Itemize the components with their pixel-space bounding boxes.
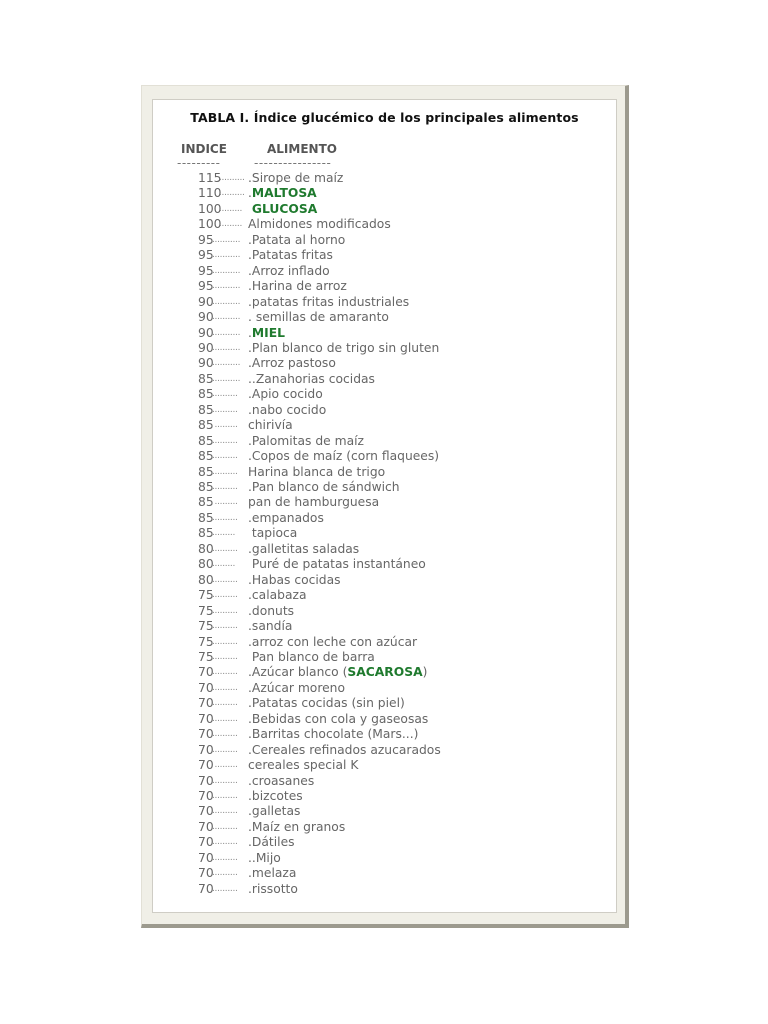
food-name-text: . [248,186,252,201]
glycemic-index-value: 80 [198,572,214,587]
food-name-text: .Habas cocidas [248,572,341,587]
glycemic-index-value: 85 [198,402,214,417]
food-name [248,696,405,711]
dot-leader: .......... [212,837,238,848]
dot-leader: ......... [219,203,243,214]
food-name [248,356,336,371]
food-name-text: .Azúcar blanco ( [248,665,348,680]
glycemic-index-value: 70 [198,819,214,834]
food-name-text: .Copos de maíz (corn flaquees) [248,449,440,464]
food-name-text: .Arroz pastoso [248,356,336,371]
food-name [248,542,359,557]
food-name-text: .arroz con leche con azúcar [248,634,418,649]
dot-leader: .......... [212,883,238,894]
food-name [248,434,364,449]
glycemic-index-value: 70 [198,665,214,680]
dot-leader: .......... [212,791,238,801]
glycemic-index-value: 70 [198,881,214,896]
glycemic-index-value: 75 [198,649,214,664]
glycemic-index-value: 75 [198,603,214,618]
food-name-text: .Barritas chocolate (Mars...) [248,727,419,742]
dot-leader: .......... [212,404,238,415]
food-name-text: .Palomitas de maíz [248,433,364,448]
food-name-text: .melaza [248,866,297,881]
food-name-text: .croasanes [248,773,315,788]
glycemic-index-value: 90 [198,310,214,325]
food-name [248,820,345,835]
food-name-text: .Patatas cocidas (sin piel) [248,696,405,711]
dot-leader: .......... [212,806,238,817]
food-name-text: .Maíz en granos [248,819,346,834]
dot-leader: .......... [212,744,238,755]
food-name-text: .rissotto [248,881,298,896]
food-name-text: .empanados [248,510,324,525]
glycemic-index-value: 80 [198,557,214,572]
dot-leader: ........... [212,250,241,261]
dot-leader: .......... [212,451,238,462]
dot-leader: ........... [212,296,241,307]
food-name [248,279,347,294]
food-name [248,480,400,495]
header-food: ALIMENTO [267,142,337,156]
glycemic-index-value: 70 [198,696,214,711]
food-name [248,774,314,789]
glycemic-index-value: 100 [198,217,222,232]
glycemic-index-value: 85 [198,449,214,464]
glycemic-index-value: 95 [198,248,214,263]
dot-leader: .......... [212,605,238,616]
food-name [248,573,341,588]
glycemic-index-value: 115 [198,171,222,185]
highlighted-sugar-name: SACAROSA [347,665,423,680]
dot-leader: .......... [212,775,238,786]
food-name-text: .Patata al horno [248,232,346,247]
glycemic-index-value: 90 [198,356,214,371]
food-name [248,882,298,897]
glycemic-index-value: 85 [198,464,214,479]
dot-leader: ......... [212,559,236,570]
food-name-text: .Cereales refinados azucarados [248,742,441,757]
food-name [248,758,358,773]
food-name-text: .Plan blanco de trigo sin gluten [248,340,440,355]
food-name-text: .galletas [248,804,301,819]
food-name [248,341,439,356]
food-name-text: .bizcotes [248,789,303,803]
food-name [248,619,292,634]
dot-leader: ......... [212,760,238,771]
food-name-text: ..Zanahorias cocidas [248,371,375,386]
food-name-text: . [248,325,252,340]
glycemic-index-value: 70 [198,804,214,819]
dot-leader: .......... [212,698,238,709]
food-name [248,387,323,402]
food-name [248,326,285,341]
food-name-suffix: ) [422,665,428,680]
food-name-text: .calabaza [248,588,307,603]
glycemic-index-value: 90 [198,340,214,355]
glycemic-index-value: 70 [198,680,214,695]
food-name-text: .Azúcar moreno [248,680,345,695]
dot-leader: .......... [212,682,238,693]
glycemic-index-value: 70 [198,727,214,742]
dot-leader: .......... [212,852,238,863]
glycemic-index-value: 75 [198,588,214,603]
food-name-text: Puré de patatas instantáneo [248,557,426,572]
food-name [248,295,409,310]
food-name-text: ..Mijo [248,850,281,865]
food-name-text: cereales special K [248,758,359,773]
dot-leader: .......... [212,621,238,632]
dot-leader: .......... [212,821,238,832]
dot-leader: .......... [212,667,238,678]
food-name-text: .Pan blanco de sándwich [248,480,400,494]
glycemic-index-value: 95 [198,232,214,247]
glycemic-index-value: 110 [198,186,222,201]
food-name [248,804,300,819]
food-name [248,851,281,866]
dot-leader: .......... [212,435,238,446]
dot-leader: .......... [212,868,238,879]
food-name [248,465,385,480]
food-name [248,217,391,232]
food-name-text: Pan blanco de barra [248,649,375,664]
glycemic-index-value: 85 [198,433,214,448]
dot-leader: ........... [212,234,241,245]
dot-leader: .......... [212,389,238,400]
dot-leader: ........... [212,373,241,384]
food-name [248,635,417,650]
dot-leader: ........... [212,358,241,369]
glycemic-index-value: 70 [198,711,214,726]
food-name [248,743,441,758]
food-name [248,418,293,433]
food-name-text: .Patatas fritas [248,248,333,263]
dot-leader: .......... [212,651,238,662]
table-panel [152,99,617,913]
header-index: INDICE [181,142,227,156]
food-name [248,511,324,526]
glycemic-index-value: 70 [198,789,214,803]
food-name [248,372,375,387]
dot-leader: .......... [212,636,238,647]
dot-leader: .......... [212,512,238,523]
glycemic-index-value: 85 [198,526,214,541]
dot-leader: .......... [219,188,245,199]
food-name [248,681,345,696]
food-name-text: .nabo cocido [248,402,327,417]
dot-leader: .......... [219,173,245,183]
glycemic-index-value: 95 [198,263,214,278]
highlighted-sugar-name: GLUCOSA [251,201,318,216]
glycemic-index-value: 85 [198,371,214,386]
glycemic-index-value: 75 [198,619,214,634]
food-name [248,171,343,186]
glycemic-index-value: 70 [198,758,214,773]
dot-leader: .......... [212,574,238,585]
food-name-text: .patatas fritas industriales [248,294,410,309]
glycemic-index-value: 85 [198,387,214,402]
food-name [248,264,330,279]
food-name-text: . semillas de amaranto [248,310,389,325]
food-name [248,866,296,881]
dot-leader: ......... [212,528,236,539]
food-name-text: .galletitas saladas [248,541,360,556]
food-name [248,727,418,742]
food-name [248,712,428,727]
glycemic-index-value: 90 [198,294,214,309]
dot-leader: ......... [212,420,238,431]
glycemic-index-value: 85 [198,495,214,510]
food-name [248,495,379,510]
food-name-text: chirivía [248,418,293,433]
glycemic-index-value: 70 [198,773,214,788]
glycemic-index-value: 85 [198,510,214,525]
food-name [248,186,317,201]
food-name-text: Harina blanca de trigo [248,464,386,479]
table-frame [141,85,629,928]
dot-leader: .......... [212,590,238,601]
food-name [248,604,294,619]
food-name-text: .Apio cocido [248,387,323,402]
dot-leader: .......... [212,543,238,554]
food-name [248,202,317,217]
glycemic-index-value: 70 [198,742,214,757]
header-index-rule: --------- [177,156,221,170]
food-name-text: tapioca [248,526,298,541]
food-name-text: .donuts [248,603,295,618]
food-name-text: .sandía [248,619,293,634]
food-name [248,233,345,248]
glycemic-index-value: 100 [198,201,222,216]
glycemic-index-value: 90 [198,325,214,340]
dot-leader: ......... [212,497,238,508]
food-name-text: .Bebidas con cola y gaseosas [248,711,429,726]
food-name [248,449,439,464]
food-name-text: .Dátiles [248,835,295,850]
glycemic-index-value: 95 [198,279,214,294]
dot-leader: .......... [212,729,238,740]
dot-leader: ........... [212,342,241,353]
glycemic-index-value: 70 [198,835,214,850]
food-name [248,789,303,804]
food-name-text: .Arroz inflado [248,263,330,278]
highlighted-sugar-name: MIEL [251,325,285,340]
food-name [248,588,307,603]
food-name [248,248,333,263]
food-name [248,403,326,418]
glycemic-index-value: 70 [198,850,214,865]
food-name [248,526,297,541]
table-title: TABLA I. Índice glucémico de los principales alimentos [190,110,579,125]
food-name-text: pan de hamburguesa [248,495,380,510]
dot-leader: ........... [212,327,241,338]
glycemic-index-value: 70 [198,866,214,881]
dot-leader: ......... [219,219,243,230]
glycemic-index-value: 80 [198,541,214,556]
food-name-text: .Harina de arroz [248,279,347,294]
food-name [248,665,427,680]
glycemic-index-value: 75 [198,634,214,649]
food-name [248,835,295,850]
dot-leader: ........... [212,281,241,292]
header-food-rule: ---------------- [254,156,332,170]
dot-leader: ........... [212,312,241,323]
food-name [248,650,375,665]
food-name [248,310,389,325]
food-name-text: Almidones modificados [248,217,391,232]
food-name-text: .Sirope de maíz [248,171,344,185]
dot-leader: .......... [212,466,238,477]
food-name [248,557,426,572]
dot-leader: .......... [212,713,238,724]
glycemic-index-value: 85 [198,480,214,494]
dot-leader: .......... [212,482,238,492]
glycemic-index-value: 85 [198,418,214,433]
highlighted-sugar-name: MALTOSA [251,186,317,201]
dot-leader: ........... [212,265,241,276]
